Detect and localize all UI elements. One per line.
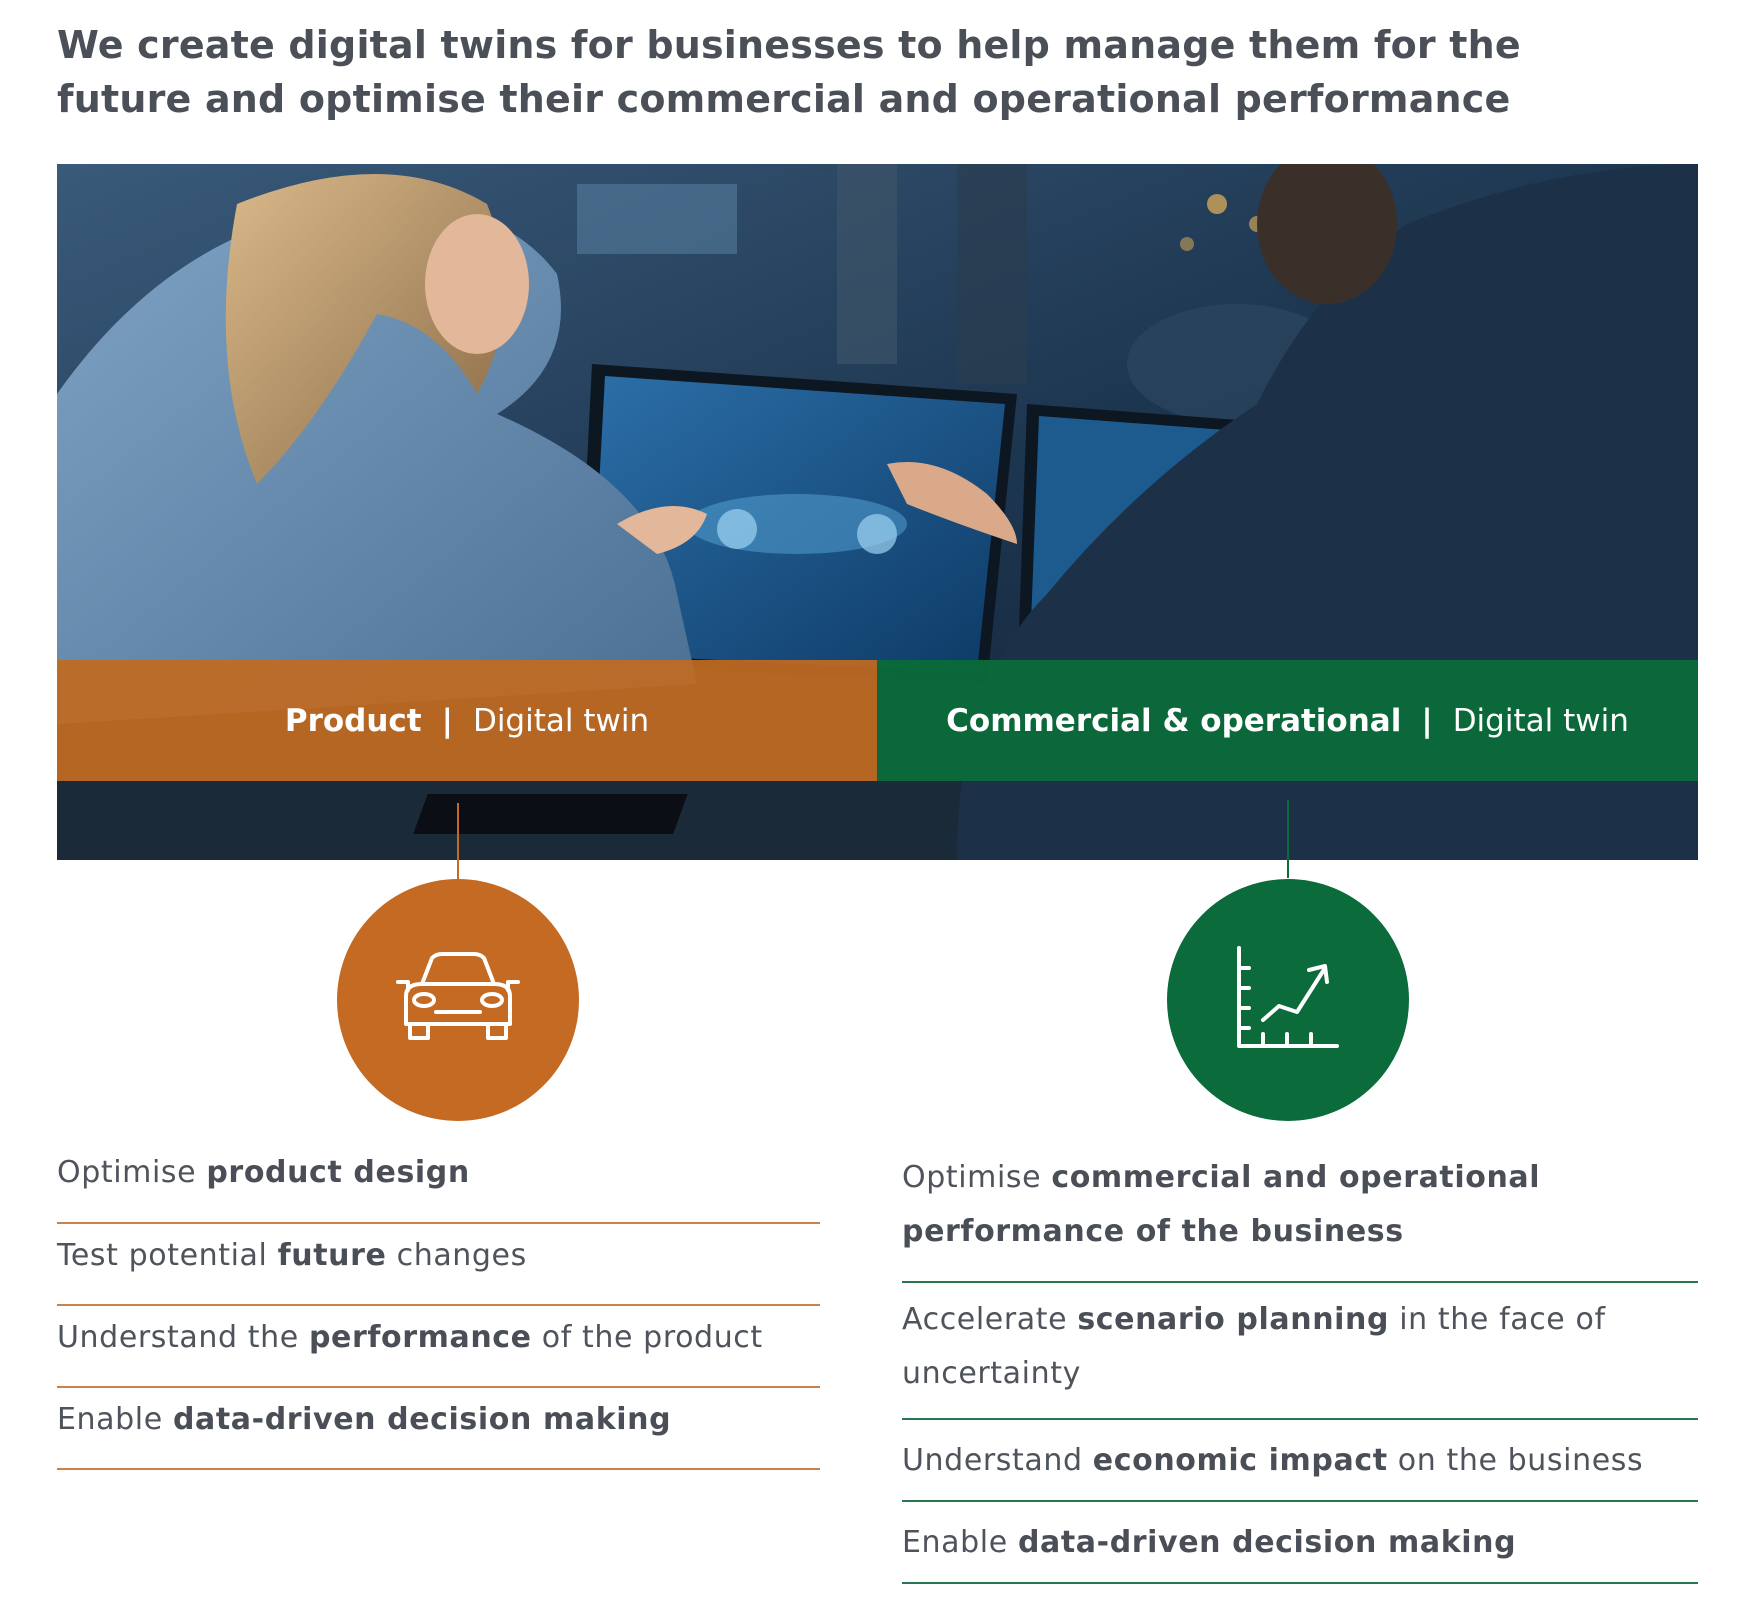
banner-subtitle: Digital twin [472,702,650,739]
hero-photo [57,164,1698,860]
list-item: Understand economic impact on the business [902,1420,1698,1502]
growth-chart-icon [1233,946,1343,1055]
commercial-benefits-list [902,1151,1698,1584]
banner-separator: | [441,702,453,739]
list-item: Enable data-driven decision making [57,1388,820,1470]
product-digital-twin-banner [57,660,877,781]
car-icon [392,950,524,1051]
product-icon-badge [337,879,579,1121]
banner-title: Product [284,702,422,739]
list-item: Accelerate scenario planning in the face of uncertainty [902,1283,1698,1420]
list-item: Optimise product design [57,1149,820,1224]
product-benefits-list [57,1149,820,1470]
commercial-digital-twin-banner [877,660,1698,781]
banner-separator: | [1421,702,1433,739]
commercial-connector-line [1287,800,1289,878]
commercial-icon-badge [1167,879,1409,1121]
list-item: Optimise commercial and operational performance of the business [902,1151,1698,1283]
page-headline: We create digital twins for businesses to help manage them for the future and optimise their commercial and operational performance [57,23,1521,121]
banner-subtitle: Digital twin [1452,702,1629,739]
product-connector-line [457,803,459,880]
list-item: Understand the performance of the product [57,1306,820,1388]
list-item: Enable data-driven decision making [902,1502,1698,1584]
list-item: Test potential future changes [57,1224,820,1306]
banner-title: Commercial & operational [946,702,1402,739]
